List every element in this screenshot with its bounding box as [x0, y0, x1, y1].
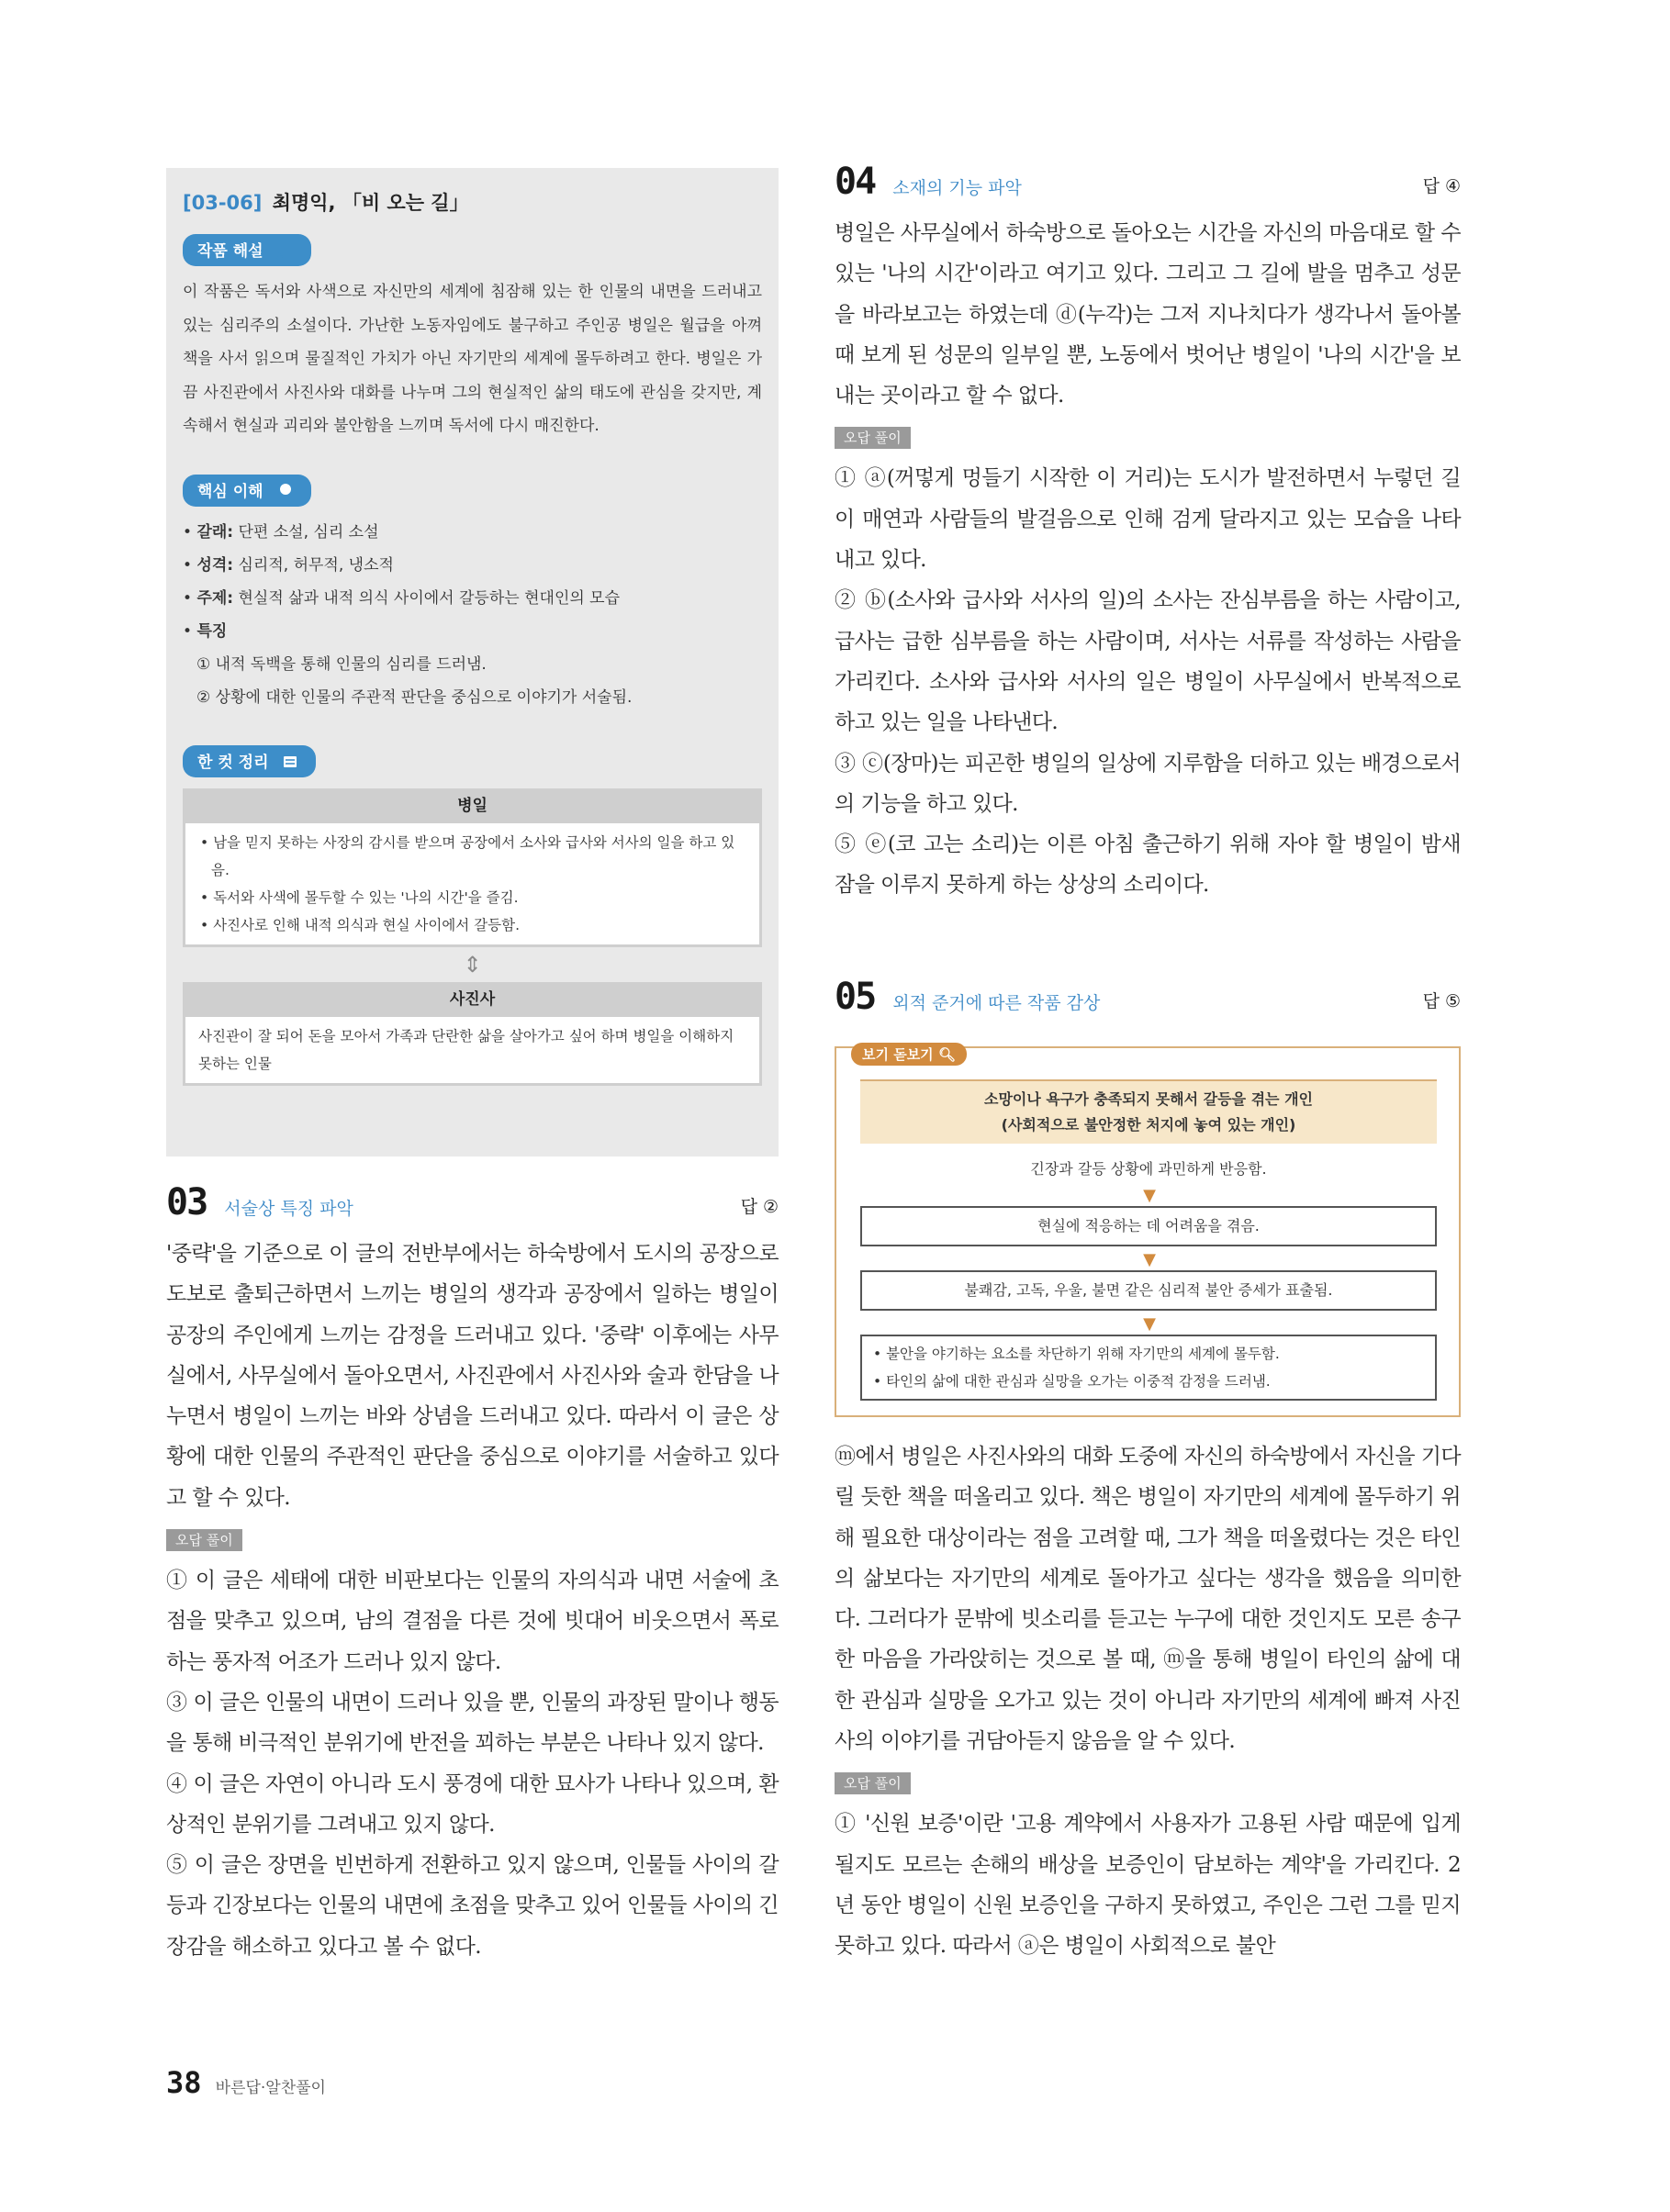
- key-chip: [183, 475, 311, 507]
- work-desc-chip: [183, 234, 311, 266]
- q04-title: 소재의 기능 파악: [892, 178, 1022, 198]
- q03-answer: 답 ②: [740, 1197, 779, 1217]
- q03-wrong-item: ④ 이 글은 자연이 아니라 도시 풍경에 대한 묘사가 나타나 있으며, 환상적인 분위기를 그려내고 있지 않다.: [166, 1771, 779, 1837]
- q03-body: [166, 1234, 779, 1967]
- q04-number: 04: [835, 161, 876, 203]
- feature-item: ① 내적 독백을 통해 인물의 심리를 드러냄.: [196, 654, 487, 674]
- q05-answer: 답 ⑤: [1422, 991, 1461, 1011]
- character-name: 병일: [183, 788, 762, 823]
- q05-wrong-tag: 오답 풀이: [835, 1772, 911, 1794]
- updown-arrow-icon: ⇕: [463, 951, 482, 978]
- q04-wrong-tag: 오답 풀이: [835, 427, 911, 449]
- character-line: • 독서와 사색에 몰두할 수 있는 '나의 시간'을 즐김.: [200, 888, 519, 906]
- summary-code: [03-06]: [183, 192, 263, 214]
- lightbulb-icon: [275, 480, 297, 502]
- bogi-chip: [851, 1043, 967, 1066]
- footer-label: 바른답·알찬풀이: [215, 2079, 326, 2097]
- q04-wrong-item: ⑤ ⓔ(코 고는 소리)는 이른 아침 출근하기 위해 자야 할 병일이 밤새 잠을 이루지 못하게 하는 상상의 소리이다.: [835, 832, 1461, 898]
- bogi-box: [835, 1046, 1461, 1417]
- q05-paragraph: ⓜ에서 병일은 사진사와의 대화 도중에 자신의 하숙방에서 자신을 기다릴 듯한 책을 떠올리고 있다. 책은 병일이 자기만의 세계에 몰두하기 위해 필요한 대상이라는 점을 고려할 때, 그가 책을 떠올렸다는 것은 타인의 삶보다는 자기만의 세계로 돌아가고 싶다는 생각을 했음을 의미한다. 그러다가 문밖에 빗소리를 듣고는 누구에 대한 것인지도 모른 송구한 마음을 가라앉히는 것으로 볼 때, ⓜ을 통해 병일이 타인의 삶에 대한 관심과 실망을 오가고 있는 것이 아니라 자기만의 세계에 빠져 사진사의 이야기를 귀담아듣지 않음을 알 수 있다.: [835, 1445, 1461, 1754]
- bogi-step4: [860, 1335, 1437, 1401]
- summary-box: [166, 168, 779, 1156]
- character-line: • 사진사로 인해 내적 의식과 현실 사이에서 갈등함.: [200, 916, 521, 933]
- down-arrow-icon: ▼: [1143, 1314, 1156, 1334]
- q04-wrong-item: ① ⓐ(꺼멓게 멍들기 시작한 이 거리)는 도시가 발전하면서 누렇던 길이 매연과 사람들의 발걸음으로 인해 검게 달라지고 있는 모습을 나타내고 있다.: [835, 466, 1461, 573]
- key-item: • 주제: 현실적 삶과 내적 의식 사이에서 갈등하는 현대인의 모습: [183, 588, 621, 608]
- q05-wrong-item: ① '신원 보증'이란 '고용 계약에서 사용자가 고용된 사람 때문에 입게 될지도 모르는 손해의 배상을 보증인이 담보하는 계약'을 가리킨다. 2년 동안 병일이 신원 보증인을 구하지 못하였고, 주인은 그런 그를 믿지 못하고 있다. 따라서 ⓐ은 병일이 사회적으로 불안: [835, 1812, 1461, 1959]
- summary-title: 최명익, 「비 오는 길」: [272, 192, 469, 214]
- key-label: 핵심 이해: [197, 482, 263, 501]
- q04-wrong-item: ③ ⓒ(장마)는 피곤한 병일의 일상에 지루함을 더하고 있는 배경으로서의 기능을 하고 있다.: [835, 751, 1461, 816]
- character-line: • 남을 믿지 못하는 사장의 감시를 받으며 공장에서 소사와 급사와 서사의 일을 하고 있음.: [200, 833, 735, 878]
- key-list: [183, 516, 762, 714]
- bogi-step4-line: • 불안을 야기하는 요소를 차단하기 위해 자기만의 세계에 몰두함.: [873, 1346, 1280, 1362]
- q04-body: [835, 213, 1461, 906]
- q03-wrong-tag: 오답 풀이: [166, 1529, 242, 1551]
- feature-item: ② 상황에 대한 인물의 주관적 판단을 중심으로 이야기가 서술됨.: [196, 687, 633, 707]
- summary-heading: [183, 188, 762, 216]
- key-item: • 갈래: 단편 소설, 심리 소설: [183, 522, 379, 542]
- character-panel-byungil: [183, 788, 762, 947]
- character-name: 사진사: [183, 982, 762, 1017]
- page-number: 38: [166, 2065, 202, 2100]
- q03-wrong-item: ③ 이 글은 인물의 내면이 드러나 있을 뿐, 인물의 과장된 말이나 행동을 통해 비극적인 분위기에 반전을 꾀하는 부분은 나타나 있지 않다.: [166, 1690, 779, 1756]
- bogi-top-line: 소망이나 욕구가 충족되지 못해서 갈등을 겪는 개인: [984, 1090, 1313, 1108]
- q05-header: [835, 976, 1461, 1020]
- bogi-top: [860, 1079, 1437, 1144]
- bogi-step1: 긴장과 갈등 상황에 과민하게 반응함.: [1030, 1160, 1267, 1178]
- q03-number: 03: [166, 1181, 207, 1223]
- bogi-label: 보기 돋보기: [862, 1046, 934, 1063]
- character-desc: 사진관이 잘 되어 돈을 모아서 가족과 단란한 삶을 살아가고 싶어 하며 병일을 이해하지 못하는 인물: [183, 1017, 762, 1086]
- bogi-step3: 불쾌감, 고독, 우울, 불면 같은 심리적 불안 증세가 표출됨.: [860, 1270, 1437, 1311]
- q04-paragraph: 병일은 사무실에서 하숙방으로 돌아오는 시간을 자신의 마음대로 할 수 있는 '나의 시간'이라고 여기고 있다. 그리고 그 길에 발을 멈추고 성문을 바라보고는 하였는데 ⓓ(누각)는 그저 지나치다가 생각나서 돌아볼 때 보게 된 성문의 일부일 뿐, 노동에서 벗어난 병일이 '나의 시간'을 보내는 곳이라고 할 수 없다.: [835, 221, 1461, 408]
- bogi-step2: 현실에 적응하는 데 어려움을 겪음.: [860, 1206, 1437, 1246]
- q04-header: [835, 161, 1461, 205]
- work-desc-text: 이 작품은 독서와 사색으로 자신만의 세계에 침잠해 있는 한 인물의 내면을 드러내고 있는 심리주의 소설이다. 가난한 노동자임에도 불구하고 주인공 병일은 월급을 아껴 책을 사서 읽으며 물질적인 가치가 아닌 자기만의 세계에 몰두하려고 한다. 병일은 가끔 사진관에서 사진사와 대화를 나누며 그의 현실적인 삶의 태도에 관심을 갖지만, 계속해서 현실과 괴리와 불안함을 느끼며 독서에 다시 매진한다.: [183, 283, 762, 435]
- bogi-step4-line: • 타인의 삶에 대한 관심과 실망을 오가는 이중적 감정을 드러냄.: [873, 1373, 1271, 1390]
- oneshot-chip: [183, 745, 316, 777]
- key-item: • 특징: [183, 621, 228, 641]
- down-arrow-icon: ▼: [1143, 1186, 1156, 1205]
- work-desc-label: 작품 해설: [197, 242, 263, 261]
- bogi-top-line: (사회적으로 불안정한 처지에 놓여 있는 개인): [1001, 1116, 1296, 1134]
- q03-wrong-item: ⑤ 이 글은 장면을 빈번하게 전환하고 있지 않으며, 인물들 사이의 갈등과 긴장보다는 인물의 내면에 초점을 맞추고 있어 인물들 사이의 긴장감을 해소하고 있다고 볼 수 없다.: [166, 1853, 779, 1959]
- q03-paragraph: '중략'을 기준으로 이 글의 전반부에서는 하숙방에서 도시의 공장으로 도보로 출퇴근하면서 느끼는 병일의 생각과 공장에서 일하는 병일이 공장의 주인에게 느끼는 감정을 드러내고 있다. '중략' 이후에는 사무실에서, 사무실에서 돌아오면서, 사진관에서 사진사와 술과 한담을 나누면서 병일이 느끼는 바와 상념을 드러내고 있다. 따라서 이 글은 상황에 대한 인물의 주관적인 판단을 중심으로 이야기를 서술하고 있다고 할 수 있다.: [166, 1242, 779, 1510]
- q04-answer: 답 ④: [1422, 176, 1461, 196]
- q05-body: [835, 1436, 1461, 1967]
- page-footer: [166, 2065, 326, 2100]
- down-arrow-icon: ▼: [1143, 1250, 1156, 1269]
- q03-header: [166, 1181, 779, 1225]
- q03-title: 서술상 특징 파악: [224, 1199, 353, 1219]
- oneshot-label: 한 컷 정리: [197, 753, 269, 772]
- key-item: • 성격: 심리적, 허무적, 냉소적: [183, 555, 394, 575]
- magnifier-icon: 🔍︎: [937, 1046, 956, 1063]
- q05-title: 외적 준거에 따른 작품 감상: [892, 993, 1101, 1013]
- q05-number: 05: [835, 976, 876, 1018]
- pencil-icon: [275, 240, 297, 262]
- character-panel-photographer: [183, 982, 762, 1086]
- character-desc: [183, 823, 762, 947]
- q03-wrong-item: ① 이 글은 세태에 대한 비판보다는 인물의 자의식과 내면 서술에 초점을 맞추고 있으며, 남의 결점을 다른 것에 빗대어 비웃으면서 폭로하는 풍자적 어조가 드러나 있지 않다.: [166, 1569, 779, 1674]
- notes-icon: [279, 751, 301, 773]
- q04-wrong-item: ② ⓑ(소사와 급사와 서사의 일)의 소사는 잔심부름을 하는 사람이고, 급사는 급한 심부름을 하는 사람이며, 서사는 서류를 작성하는 사람을 가리킨다. 소사와 급사와 서사의 일은 병일이 사무실에서 반복적으로 하고 있는 일을 나타낸다.: [835, 588, 1461, 735]
